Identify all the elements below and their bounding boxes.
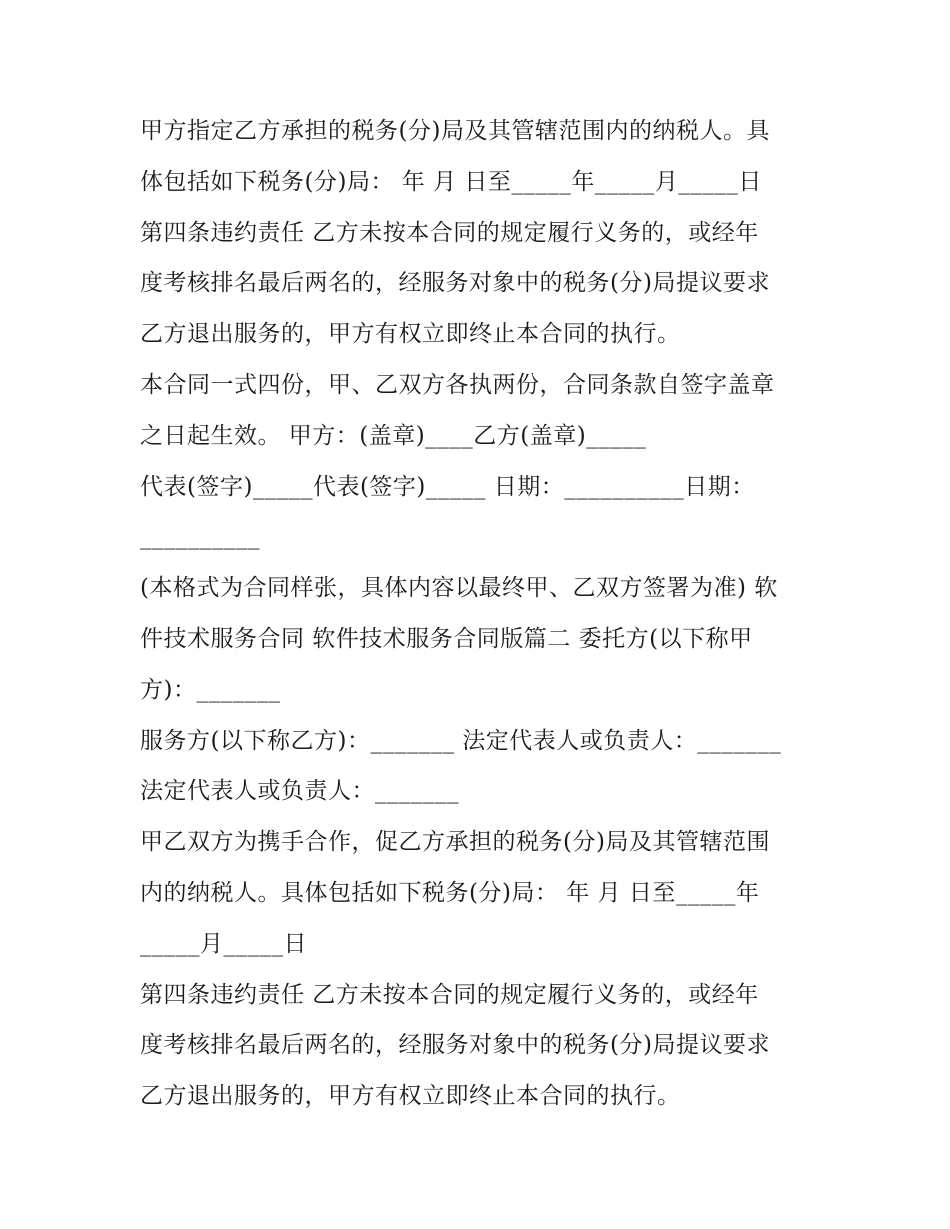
text-line: 服务方(以下称乙方)：_______ 法定代表人或负责人：_______ (140, 727, 782, 754)
text-line: 件技术服务合同 软件技术服务合同版篇二 委托方(以下称甲 (140, 625, 753, 652)
text-line: (本格式为合同样张，具体内容以最终甲、乙双方签署为准) 软 (140, 575, 778, 602)
text-line: 代表(签字)_____代表(签字)_____ 日期：__________日期： (140, 473, 755, 500)
text-line: 度考核排名最后两名的，经服务对象中的税务(分)局提议要求 (140, 1032, 770, 1059)
text-line: 甲乙双方为携手合作，促乙方承担的税务(分)局及其管辖范围 (140, 829, 770, 856)
text-line: 度考核排名最后两名的，经服务对象中的税务(分)局提议要求 (140, 270, 770, 297)
text-line: 体包括如下税务(分)局： 年 月 日至_____年_____月_____日 (140, 168, 762, 195)
text-line: 第四条违约责任 乙方未按本合同的规定履行义务的，或经年 (140, 981, 759, 1008)
text-line: 法定代表人或负责人：_______ (140, 778, 459, 805)
text-line: 之日起生效。 甲方：(盖章)____乙方(盖章)_____ (140, 422, 647, 449)
text-line: 乙方退出服务的，甲方有权立即终止本合同的执行。 (140, 321, 681, 348)
text-line: _____月_____日 (140, 930, 307, 957)
text-line: __________ (140, 524, 260, 551)
text-line: 本合同一式四份，甲、乙双方各执两份，合同条款自签字盖章 (140, 371, 775, 398)
text-line: 乙方退出服务的，甲方有权立即终止本合同的执行。 (140, 1083, 681, 1110)
text-line: 内的纳税人。具体包括如下税务(分)局： 年 月 日至_____年 (140, 879, 760, 906)
text-line: 方)：_______ (140, 676, 281, 703)
text-line: 第四条违约责任 乙方未按本合同的规定履行义务的，或经年 (140, 219, 759, 246)
document-body (140, 106, 820, 1122)
text-line: 甲方指定乙方承担的税务(分)局及其管辖范围内的纳税人。具 (140, 118, 770, 144)
